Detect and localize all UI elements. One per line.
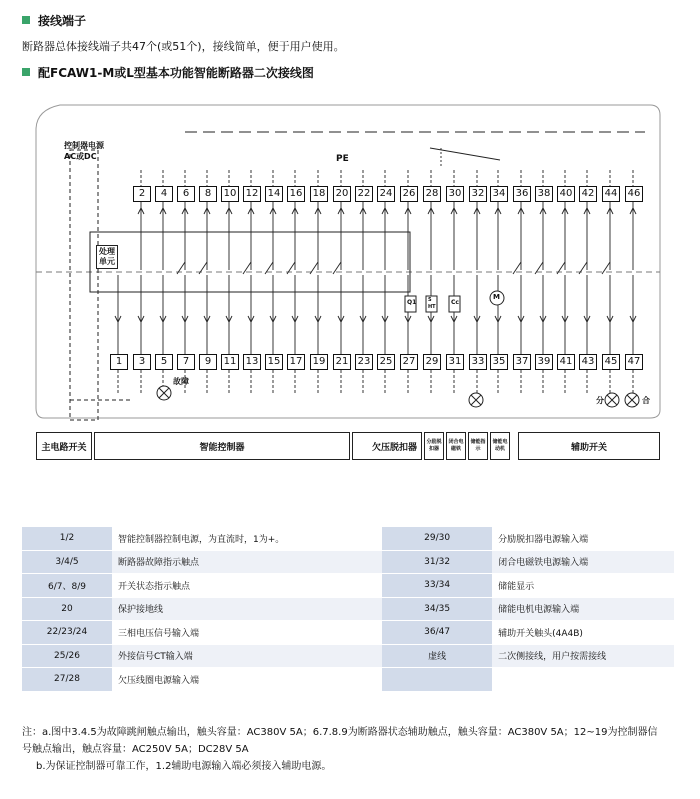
terminal-bottom-1: 1 xyxy=(110,354,128,370)
legend-row xyxy=(22,644,674,668)
terminal-bottom-11: 11 xyxy=(221,354,239,370)
shunt-box: 分励脱扣器 xyxy=(424,432,444,460)
terminal-top-38: 38 xyxy=(535,186,553,202)
note-a-line1: 注：a.图中3.4.5为故障跳闸触点输出，触头容量：AC380V 5A；6.7.8.9为断路器状态辅助触点，触头容量：AC380V 5A；12~19为控制器信 xyxy=(22,727,658,738)
motor-symbol: M xyxy=(493,293,500,301)
legend-description: 储能显示 xyxy=(492,574,674,598)
terminal-bottom-27: 27 xyxy=(400,354,418,370)
sht-symbol: S HT xyxy=(428,297,436,310)
terminal-bottom-37: 37 xyxy=(513,354,531,370)
terminal-top-20: 20 xyxy=(333,186,351,202)
legend-description: 闭合电磁铁电源输入端 xyxy=(492,550,674,574)
legend-description: 二次侧接线，用户按需接线 xyxy=(492,644,674,668)
legend-description: 保护接地线 xyxy=(112,597,382,621)
terminal-top-46: 46 xyxy=(625,186,643,202)
legend-terminal: 33/34 xyxy=(382,574,492,598)
close-label: 合 xyxy=(642,396,650,405)
legend-description: 三相电压信号输入端 xyxy=(112,621,382,645)
legend-row xyxy=(22,527,674,550)
open-label: 分 xyxy=(596,396,604,405)
legend-terminal: 34/35 xyxy=(382,597,492,621)
legend-table xyxy=(22,527,674,692)
terminal-bottom-45: 45 xyxy=(602,354,620,370)
main-switch-box: 主电路开关 xyxy=(36,432,92,460)
legend-terminal xyxy=(382,668,492,692)
terminal-bottom-3: 3 xyxy=(133,354,151,370)
terminal-bottom-29: 29 xyxy=(423,354,441,370)
terminal-bottom-47: 47 xyxy=(625,354,643,370)
legend-terminal: 3/4/5 xyxy=(22,550,112,574)
terminal-bottom-33: 33 xyxy=(469,354,487,370)
terminal-top-10: 10 xyxy=(221,186,239,202)
terminal-top-40: 40 xyxy=(557,186,575,202)
legend-row xyxy=(22,550,674,574)
pe-label: PE xyxy=(336,154,349,164)
legend-row xyxy=(22,597,674,621)
terminal-bottom-23: 23 xyxy=(355,354,373,370)
terminal-top-22: 22 xyxy=(355,186,373,202)
ac-dc-label: AC或DC xyxy=(64,152,97,161)
terminal-bottom-35: 35 xyxy=(490,354,508,370)
terminal-top-4: 4 xyxy=(155,186,173,202)
legend-terminal: 20 xyxy=(22,597,112,621)
legend-terminal: 22/23/24 xyxy=(22,621,112,645)
section-title: 接线端子 xyxy=(38,14,87,28)
terminal-top-36: 36 xyxy=(513,186,531,202)
q1-symbol: Q1 xyxy=(407,299,417,306)
terminal-bottom-15: 15 xyxy=(265,354,283,370)
terminal-top-42: 42 xyxy=(579,186,597,202)
terminal-bottom-17: 17 xyxy=(287,354,305,370)
terminal-top-24: 24 xyxy=(377,186,395,202)
terminal-top-30: 30 xyxy=(446,186,464,202)
legend-terminal: 27/28 xyxy=(22,668,112,692)
terminal-top-8: 8 xyxy=(199,186,217,202)
energy-box: 储能指示 xyxy=(468,432,488,460)
note-a xyxy=(22,724,682,775)
legend-terminal: 虚线 xyxy=(382,644,492,668)
cc-symbol: Cc xyxy=(451,299,459,306)
terminal-top-18: 18 xyxy=(310,186,328,202)
legend-description: 分励脱扣器电源输入端 xyxy=(492,527,674,550)
legend-terminal: 25/26 xyxy=(22,644,112,668)
terminal-top-44: 44 xyxy=(602,186,620,202)
terminal-bottom-43: 43 xyxy=(579,354,597,370)
controller-box: 智能控制器 xyxy=(94,432,350,460)
terminal-bottom-25: 25 xyxy=(377,354,395,370)
legend-description: 储能电机电源输入端 xyxy=(492,597,674,621)
section-body: 断路器总体接线端子共47个(或51个)，接线简单，便于用户使用。 xyxy=(22,40,345,53)
legend-row xyxy=(22,668,674,692)
terminal-top-12: 12 xyxy=(243,186,261,202)
terminal-bottom-31: 31 xyxy=(446,354,464,370)
terminal-top-14: 14 xyxy=(265,186,283,202)
terminal-bottom-7: 7 xyxy=(177,354,195,370)
terminal-top-34: 34 xyxy=(490,186,508,202)
process-unit: 处理 单元 xyxy=(96,245,118,269)
legend-description: 智能控制器控制电源，为直流时，1为+。 xyxy=(112,527,382,550)
legend-terminal: 36/47 xyxy=(382,621,492,645)
diagram-title: 配FCAW1-M或L型基本功能智能断路器二次接线图 xyxy=(38,66,314,80)
terminal-top-26: 26 xyxy=(400,186,418,202)
terminal-bottom-21: 21 xyxy=(333,354,351,370)
legend-description: 外接信号CT输入端 xyxy=(112,644,382,668)
terminal-top-2: 2 xyxy=(133,186,151,202)
ctrl-power-label: 控制器电源 xyxy=(64,141,104,150)
terminal-bottom-41: 41 xyxy=(557,354,575,370)
aux-switch-box: 辅助开关 xyxy=(518,432,660,460)
terminal-bottom-19: 19 xyxy=(310,354,328,370)
legend-description: 断路器故障指示触点 xyxy=(112,550,382,574)
legend-terminal: 31/32 xyxy=(382,550,492,574)
terminal-bottom-9: 9 xyxy=(199,354,217,370)
terminal-top-16: 16 xyxy=(287,186,305,202)
legend-terminal: 1/2 xyxy=(22,527,112,550)
terminal-bottom-13: 13 xyxy=(243,354,261,370)
terminal-bottom-5: 5 xyxy=(155,354,173,370)
fault-label: 故障 xyxy=(173,377,189,386)
motor-box: 储能电动机 xyxy=(490,432,510,460)
terminal-top-6: 6 xyxy=(177,186,195,202)
note-a-line2: 号触点输出，触点容量：AC250V 5A；DC28V 5A xyxy=(22,744,249,755)
legend-row xyxy=(22,621,674,645)
legend-row xyxy=(22,574,674,598)
legend-description: 辅助开关触头(4A4B) xyxy=(492,621,674,645)
terminal-top-32: 32 xyxy=(469,186,487,202)
legend-terminal: 6/7、8/9 xyxy=(22,574,112,598)
closing-box: 闭合电磁铁 xyxy=(446,432,466,460)
legend-description xyxy=(492,668,674,692)
note-b: b.为保证控制器可靠工作，1.2辅助电源输入端必须接入辅助电源。 xyxy=(36,761,332,772)
legend-description: 开关状态指示触点 xyxy=(112,574,382,598)
legend-terminal: 29/30 xyxy=(382,527,492,550)
undervoltage-box: 欠压脱扣器 xyxy=(352,432,422,460)
legend-description: 欠压线圈电源输入端 xyxy=(112,668,382,692)
terminal-bottom-39: 39 xyxy=(535,354,553,370)
terminal-top-28: 28 xyxy=(423,186,441,202)
